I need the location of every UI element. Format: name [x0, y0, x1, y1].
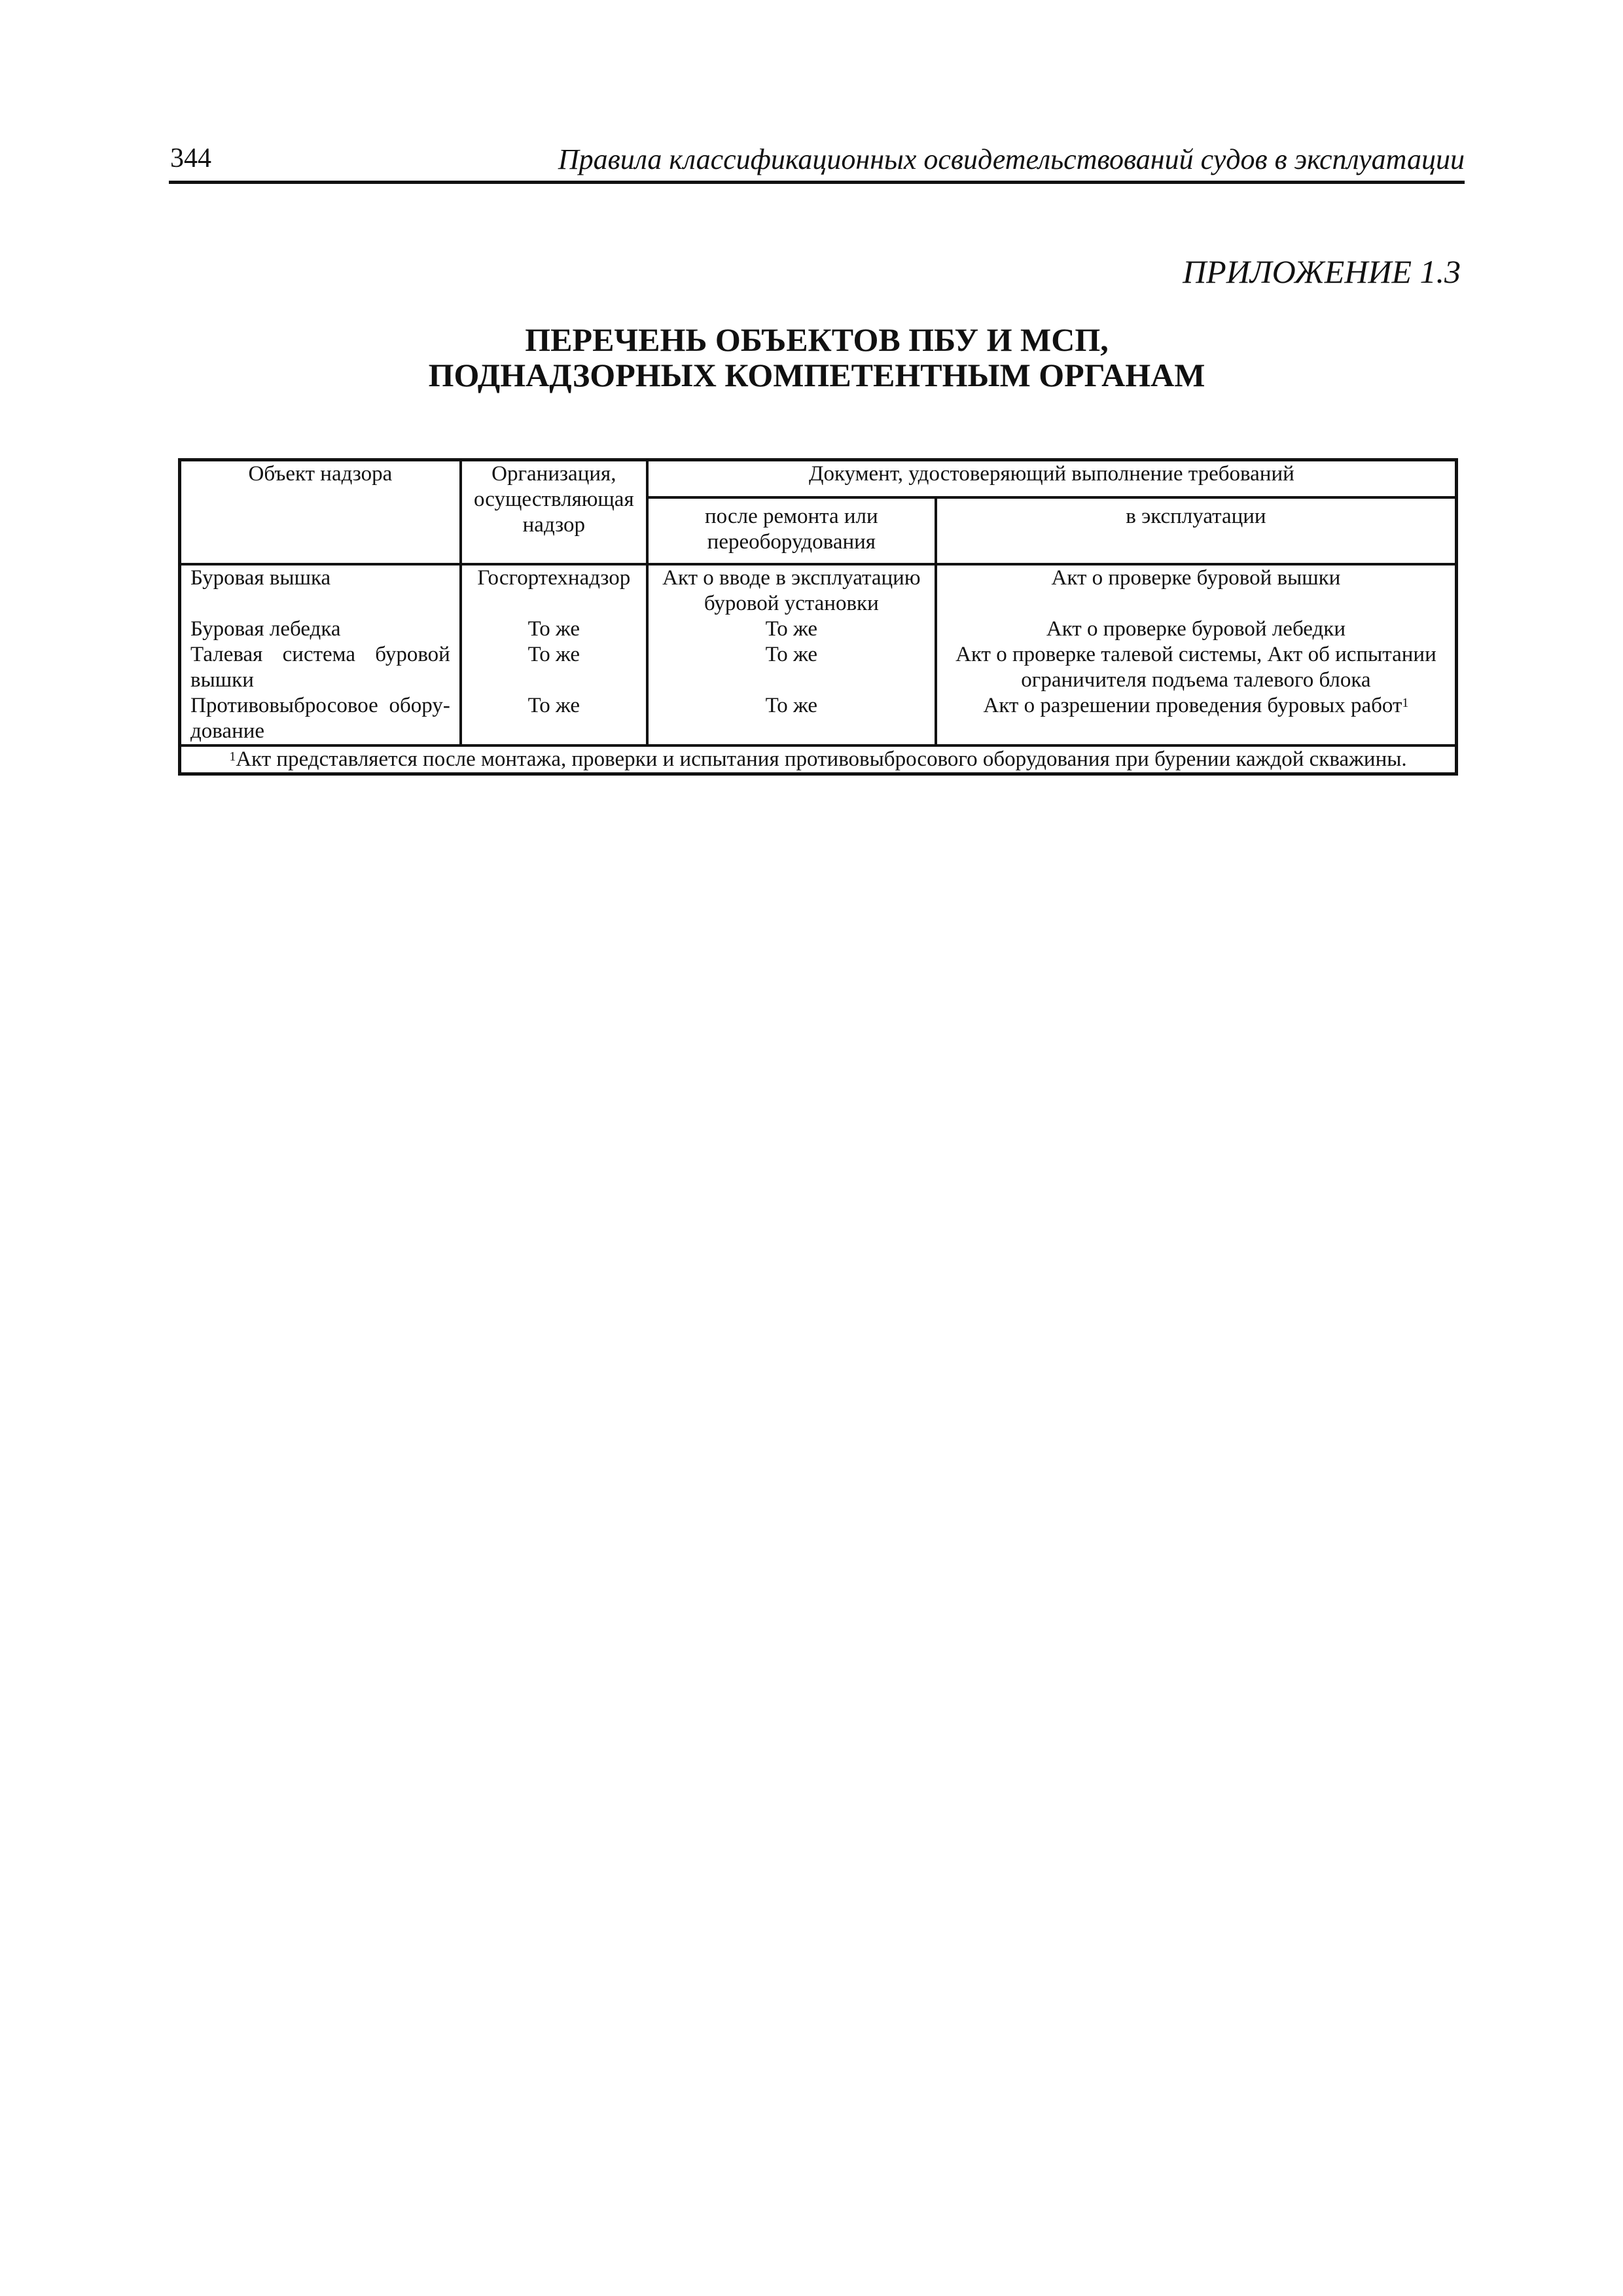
footnote-ref: 1 — [1402, 696, 1409, 710]
supervision-table — [178, 458, 1458, 776]
header-in-operation: в эксплуатации — [936, 497, 1457, 564]
table-cell-in-operation: Акт о проверке талевой системы, Акт об испытании ограничителя подъема талевого блока — [955, 643, 1436, 692]
document-title — [169, 322, 1465, 393]
column-after-repair — [647, 564, 936, 745]
header-organization: Организация, осуществляющая надзор — [461, 460, 647, 565]
title-line-2: ПОДНАДЗОРНЫХ КОМПЕТЕНТНЫМ ОРГАНАМ — [428, 357, 1205, 393]
table-body-row — [180, 564, 1457, 745]
column-object — [180, 564, 461, 745]
table-cell-after-repair: Акт о вводе в эксплуатацию буровой установки — [662, 566, 921, 615]
header-object: Объект надзора — [180, 460, 461, 565]
footnote-mark: 1 — [229, 749, 236, 764]
table-cell-object: Буровая лебедка — [190, 617, 341, 641]
header-after-repair: после ремонта или переоборудования — [647, 497, 936, 564]
table-cell-in-operation: Акт о проверке буровой лебедки — [1046, 617, 1346, 641]
table-cell-after-repair: То же — [765, 617, 818, 641]
appendix-label: ПРИЛОЖЕНИЕ 1.3 — [1183, 253, 1461, 290]
footnote-cell — [180, 745, 1457, 774]
footnote-text: Акт представляется после монтажа, проверки и испытания противовыбросового оборудования при бурении каждой скважины. — [236, 747, 1407, 771]
in-operation-text: Акт о разрешении проведения буровых работ — [983, 694, 1402, 717]
table-cell-object: Талевая система буровой вышки — [190, 643, 450, 692]
table-cell-object: Противовыбросовое обору- дование — [190, 694, 450, 743]
header-document: Документ, удостоверяющий выполнение требований — [647, 460, 1457, 498]
table-cell-after-repair: То же — [765, 643, 818, 666]
table-cell-object: Буровая вышка — [190, 566, 331, 590]
running-title: Правила классификационных освидетельствований судов в эксплуатации — [558, 143, 1465, 175]
table-cell-organization: То же — [527, 643, 580, 666]
column-in-operation — [936, 564, 1457, 745]
table-cell-organization: То же — [527, 694, 580, 717]
header-row-1 — [180, 460, 1457, 498]
table-cell-organization: Госгортехнадзор — [477, 566, 631, 590]
table-cell-in-operation-last — [946, 693, 1446, 719]
table-cell-after-repair: То же — [765, 694, 818, 717]
page-header — [169, 141, 1465, 184]
title-line-1: ПЕРЕЧЕНЬ ОБЪЕКТОВ ПБУ И МСП, — [525, 321, 1109, 358]
page-number: 344 — [170, 143, 211, 173]
table-cell-organization: То же — [527, 617, 580, 641]
column-organization — [461, 564, 647, 745]
table-cell-in-operation: Акт о проверке буровой вышки — [1051, 566, 1341, 590]
footnote-row — [180, 745, 1457, 774]
